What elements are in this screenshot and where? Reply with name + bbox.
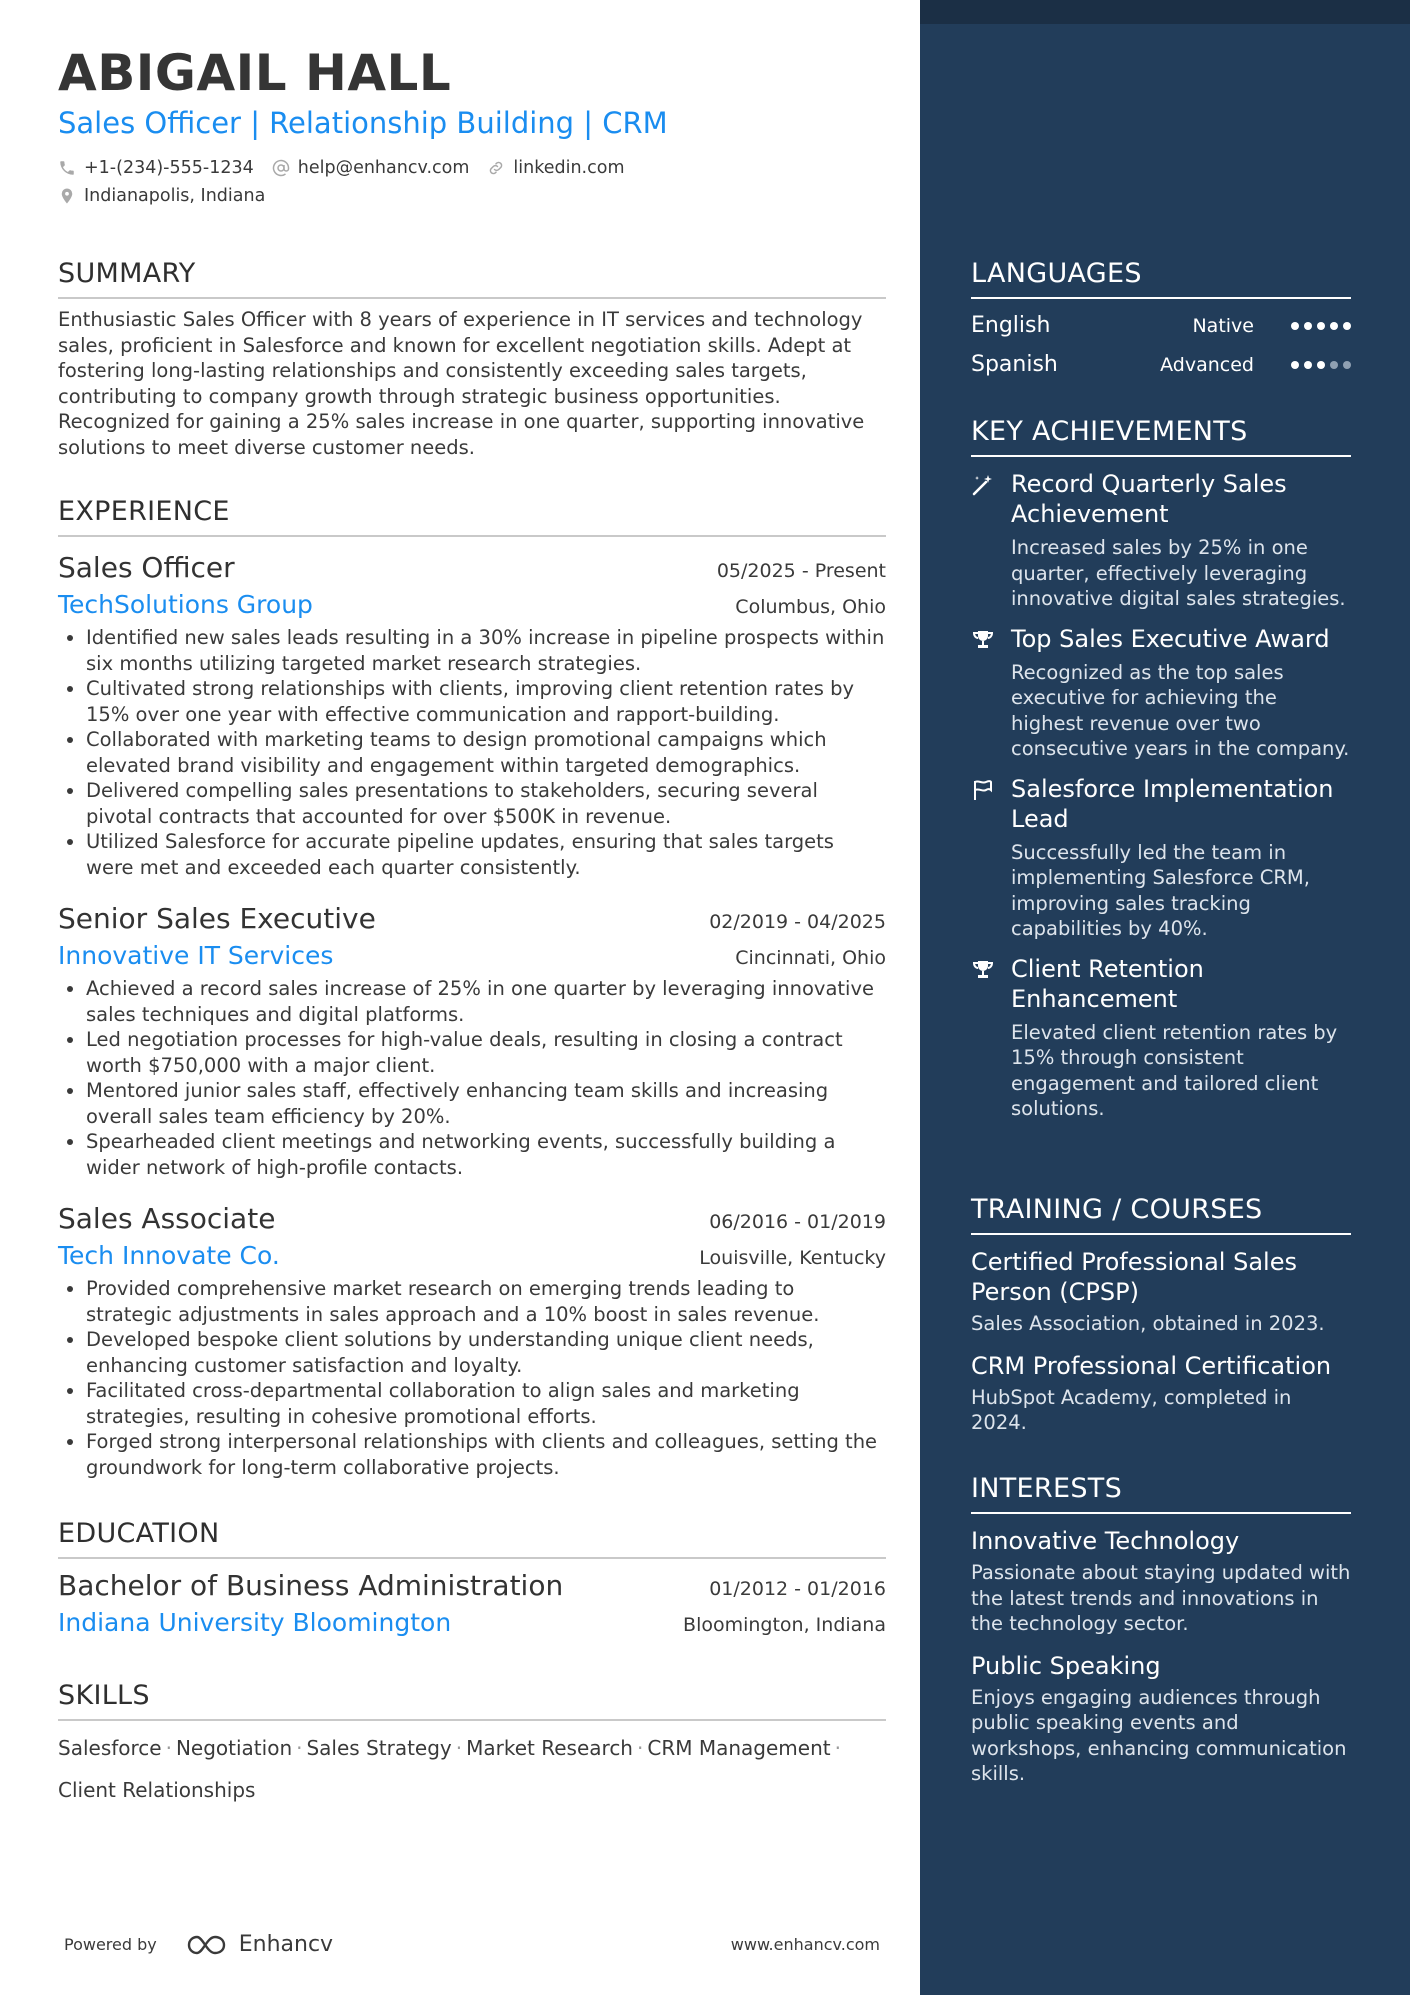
achievements-section [971, 416, 1351, 1122]
job-entry [58, 1202, 886, 1480]
dot-filled [1317, 361, 1325, 369]
bullet-item: • Identified new sales leads resulting in a 30% increase in pipeline prospects within six months utilizing targeted market research strategies. [86, 625, 886, 676]
flag-icon [971, 778, 995, 802]
separator-dot: · [834, 1736, 841, 1760]
achievement-desc: Elevated client retention rates by 15% through consistent engagement and tailored client solutions. [1011, 1020, 1338, 1120]
footer-url[interactable]: www.enhancv.com [730, 1935, 880, 1954]
dot-filled [1330, 322, 1338, 330]
email-text: help@enhancv.com [297, 158, 470, 178]
skills-section [58, 1680, 886, 1811]
dot-filled [1304, 361, 1312, 369]
language-level: Advanced [1160, 353, 1254, 376]
location-text: Indianapolis, Indiana [84, 186, 266, 206]
infinity-logo-icon [183, 1933, 231, 1957]
achievement-title: Client Retention Enhancement [1011, 954, 1204, 1013]
footer [64, 1932, 880, 1957]
separator-dot: · [455, 1736, 463, 1760]
language-name: Spanish [971, 352, 1058, 377]
proficiency-dots [1286, 361, 1351, 369]
achievement-item [971, 624, 1351, 762]
skill-item: Salesforce [58, 1736, 162, 1760]
powered-by-label: Powered by [64, 1935, 157, 1954]
job-title: Sales Officer [58, 551, 235, 584]
achievement-item [971, 954, 1351, 1122]
section-heading: SUMMARY [58, 258, 886, 299]
contact-row-2 [58, 186, 283, 206]
job-entry [58, 551, 886, 880]
location-pin-icon [58, 187, 76, 205]
course-desc: Sales Association, obtained in 2023. [971, 1312, 1325, 1335]
course-title: Certified Professional Sales Person (CPSP) [971, 1248, 1297, 1306]
achievement-desc: Increased sales by 25% in one quarter, effectively leveraging innovative digital sales strategies. [1011, 536, 1346, 610]
interest-title: Innovative Technology [971, 1527, 1240, 1555]
achievement-desc: Successfully led the team in implementing Salesforce CRM, improving sales tracking capabilities by 40%. [1011, 840, 1310, 940]
skills-list [58, 1727, 886, 1811]
company-name: TechSolutions Group [58, 590, 313, 619]
bullet-item: • Delivered compelling sales presentations to stakeholders, securing several pivotal contracts that accounted for over $500K in revenue. [86, 778, 886, 829]
job-title: Sales Associate [58, 1202, 276, 1235]
achievement-title: Top Sales Executive Award [1011, 624, 1330, 653]
language-level: Native [1192, 314, 1254, 337]
trophy-icon [971, 628, 995, 652]
achievement-desc: Recognized as the top sales executive for achieving the highest revenue over two consecutive years in the company. [1011, 660, 1350, 760]
phone-text: +1-(234)-555-1234 [84, 158, 254, 178]
language-row [971, 313, 1351, 338]
summary-section [58, 258, 886, 460]
course-title: CRM Professional Certification [971, 1351, 1332, 1380]
proficiency-dots [1286, 322, 1351, 330]
achievement-title: Salesforce Implementation Lead [1011, 774, 1334, 833]
section-heading: TRAINING / COURSES [971, 1194, 1351, 1235]
link-icon [487, 159, 505, 177]
dot-empty [1343, 361, 1351, 369]
company-name: Innovative IT Services [58, 941, 334, 970]
bullet-item: • Mentored junior sales staff, effectively enhancing team skills and increasing overall sales team efficiency by 20%. [86, 1078, 886, 1129]
experience-heading-block [58, 496, 886, 537]
education-dates: 01/2012 - 01/2016 [709, 1578, 886, 1600]
bullet-item: • Led negotiation processes for high-value deals, resulting in closing a contract worth $750,000 with a major client. [86, 1027, 886, 1078]
school-name: Indiana University Bloomington [58, 1608, 452, 1637]
interest-title: Public Speaking [971, 1651, 1161, 1680]
bullet-item: • Spearheaded client meetings and networking events, successfully building a wider network of high-profile contacts. [86, 1129, 886, 1180]
contact-link[interactable] [487, 158, 624, 178]
education-location: Bloomington, Indiana [683, 1614, 886, 1636]
dot-filled [1291, 361, 1299, 369]
education-section [58, 1518, 886, 1637]
trophy-icon [971, 958, 995, 982]
job-location: Louisville, Kentucky [699, 1247, 886, 1269]
bullet-item: • Cultivated strong relationships with clients, improving client retention rates by 15% over one year with effective communication and rapport-building. [86, 676, 886, 727]
contact-location [58, 186, 265, 206]
section-heading: EDUCATION [58, 1518, 886, 1559]
bullet-item: • Collaborated with marketing teams to design promotional campaigns which elevated brand visibility and engagement within targeted demographics. [86, 727, 886, 778]
bullet-item: • Facilitated cross-departmental collaboration to align sales and marketing strategies, resulting in cohesive promotional efforts. [86, 1378, 886, 1429]
job-bullets [58, 1276, 886, 1480]
job-title: Senior Sales Executive [58, 902, 376, 935]
powered-by [64, 1932, 333, 1957]
interest-desc: Passionate about staying updated with the latest trends and innovations in the technology sector. [971, 1561, 1351, 1635]
dot-empty [1330, 361, 1338, 369]
section-heading: SKILLS [58, 1680, 886, 1721]
separator-dot: · [165, 1736, 172, 1760]
job-location: Columbus, Ohio [735, 596, 886, 618]
bullet-item: • Achieved a record sales increase of 25% in one quarter by leveraging innovative sales techniques and digital platforms. [86, 976, 886, 1027]
achievement-item [971, 774, 1351, 942]
section-heading: EXPERIENCE [58, 496, 886, 537]
magic-wand-icon [971, 473, 995, 497]
skill-item: Sales Strategy [306, 1736, 452, 1760]
dot-filled [1291, 322, 1299, 330]
brand-name: Enhancv [238, 1932, 334, 1957]
bullet-item: • Provided comprehensive market research on emerging trends leading to strategic adjustments in sales approach and a 10% boost in sales revenue. [86, 1276, 886, 1327]
skill-item: Negotiation [175, 1736, 293, 1760]
job-bullets [58, 976, 886, 1180]
at-icon [272, 159, 290, 177]
job-location: Cincinnati, Ohio [735, 947, 886, 969]
candidate-name: ABIGAIL HALL [58, 44, 452, 102]
section-heading: INTERESTS [971, 1473, 1351, 1514]
training-section [971, 1194, 1351, 1436]
achievement-item [971, 469, 1351, 612]
enhancv-logo[interactable] [183, 1932, 333, 1957]
job-bullets [58, 625, 886, 880]
phone-icon [58, 159, 76, 177]
bullet-item: • Utilized Salesforce for accurate pipeline updates, ensuring that sales targets were met and exceeded each quarter consistently. [86, 829, 886, 880]
contact-row-1 [58, 158, 643, 178]
language-name: English [971, 313, 1051, 338]
job-dates: 02/2019 - 04/2025 [709, 911, 886, 933]
contact-email[interactable] [272, 158, 470, 178]
candidate-title: Sales Officer | Relationship Building | CRM [58, 106, 668, 140]
company-name: Tech Innovate Co. [58, 1241, 280, 1270]
link-text: linkedin.com [513, 158, 625, 178]
separator-dot: · [296, 1736, 303, 1760]
sidebar-top-band [920, 0, 1410, 24]
section-heading: KEY ACHIEVEMENTS [971, 416, 1351, 457]
dot-filled [1343, 322, 1351, 330]
dot-filled [1304, 322, 1312, 330]
skill-item: Client Relationships [58, 1778, 256, 1802]
course-desc: HubSpot Academy, completed in 2024. [971, 1385, 1292, 1434]
bullet-item: • Developed bespoke client solutions by understanding unique client needs, enhancing customer satisfaction and loyalty. [86, 1327, 886, 1378]
job-dates: 05/2025 - Present [716, 560, 886, 582]
contact-phone[interactable] [58, 158, 254, 178]
language-row [971, 352, 1351, 377]
interests-section [971, 1473, 1351, 1787]
summary-text: Enthusiastic Sales Officer with 8 years of experience in IT services and technology sales, proficient in Salesforce and known for excellent negotiation skills. Adept at fostering long-lasting relationships and consistently exceeding sales targets, contributing to company growth through strategic business opportunities. Recognized for gaining a 25% sales increase in one quarter, supporting innovative solutions to meet diverse customer needs. [58, 308, 865, 459]
bullet-item: • Forged strong interpersonal relationships with clients and colleagues, setting the groundwork for long-term collaborative projects. [86, 1429, 886, 1480]
skill-item: CRM Management [647, 1736, 831, 1760]
dot-filled [1317, 322, 1325, 330]
languages-section [971, 258, 1351, 377]
interest-desc: Enjoys engaging audiences through public speaking events and workshops, enhancing communication skills. [971, 1685, 1347, 1785]
separator-dot: · [637, 1736, 644, 1760]
job-dates: 06/2016 - 01/2019 [709, 1211, 886, 1233]
degree-title: Bachelor of Business Administration [58, 1569, 564, 1602]
skill-item: Market Research [466, 1736, 633, 1760]
job-entry [58, 902, 886, 1180]
section-heading: LANGUAGES [971, 258, 1351, 299]
achievement-title: Record Quarterly Sales Achievement [1011, 470, 1287, 528]
